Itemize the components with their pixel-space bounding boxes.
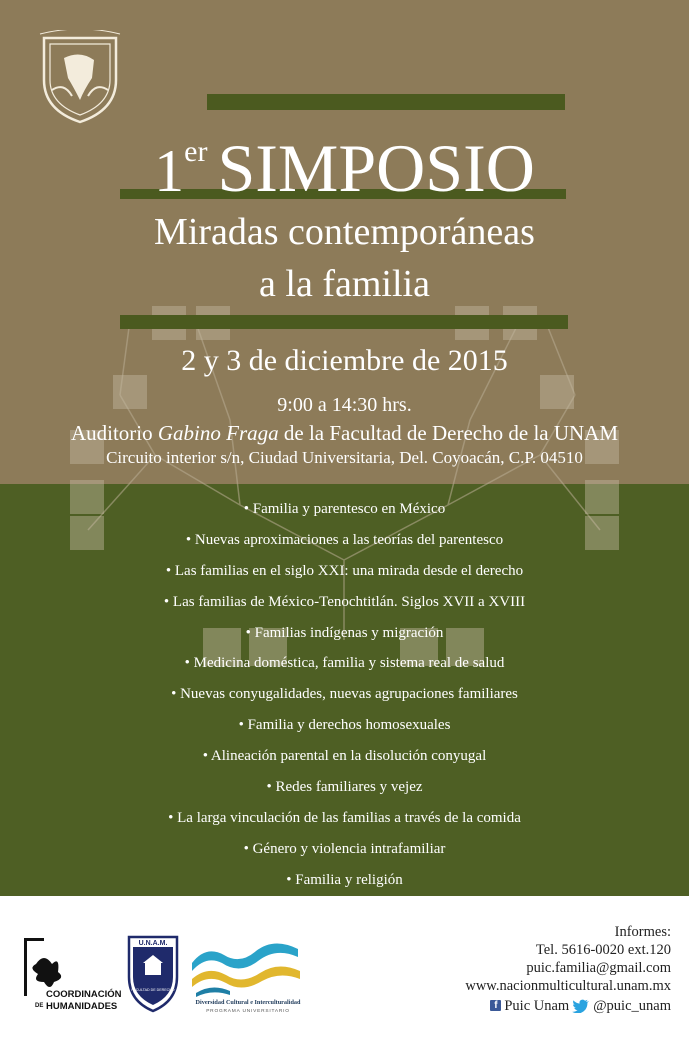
unam-top-text: U.N.A.M. (138, 940, 168, 947)
dci-line2: PROGRAMA UNIVERSITARIO (206, 1009, 290, 1014)
list-item: • Alineación parental en la disolución conyugal (202, 748, 487, 765)
list-item: • Familias indígenas y migración (245, 624, 444, 641)
coordinacion-line2: HUMANIDADES (46, 1001, 118, 1012)
venue-prefix: Auditorio (70, 421, 158, 445)
event-venue (0, 420, 689, 446)
coordinacion-line1: COORDINACIÓN (46, 989, 122, 1000)
list-item: • Nuevas conyugalidades, nuevas agrupaciones familiares (171, 686, 518, 703)
coordinacion-humanidades-logo (22, 934, 122, 1014)
list-item: • Familia y religión (286, 871, 403, 888)
list-item: • Familia y derechos homosexuales (238, 717, 451, 734)
event-time: 9:00 a 14:30 hrs. (277, 394, 412, 416)
list-item: • Las familias en el siglo XXI: una mirada desde el derecho (165, 562, 524, 579)
list-item: • Las familias de México-Tenochtitlán. Siglos XVII a XVIII (163, 593, 526, 610)
title-number: 1 (154, 138, 185, 204)
facebook-icon: f (490, 1000, 501, 1011)
list-item: • Género y violencia intrafamiliar (243, 840, 446, 857)
dci-line1: Diversidad Cultural e Interculturalidad (195, 999, 301, 1006)
topics-list (0, 494, 689, 896)
twitter-icon (572, 999, 590, 1013)
info-website[interactable]: www.nacionmulticultural.unam.mx (465, 978, 671, 994)
title-bar-bottom (120, 315, 568, 329)
info-phone: Tel. 5616-0020 ext.120 (535, 942, 671, 958)
list-item: • Familia y parentesco en México (243, 501, 446, 517)
coordinacion-de: DE (35, 1003, 44, 1009)
diversidad-cultural-logo (186, 935, 310, 1015)
list-item: • Redes familiares y vejez (266, 779, 423, 796)
list-item: • La larga vinculación de las familias a través de la comida (168, 809, 521, 826)
info-email[interactable]: puic.familia@gmail.com (526, 960, 671, 976)
symposium-title (0, 112, 689, 211)
event-date: 2 y 3 de diciembre de 2015 (181, 344, 508, 377)
subtitle-line-2: a la familia (259, 263, 430, 305)
title-word: SIMPOSIO (217, 130, 535, 206)
unam-bottom-text: FACULTAD DE DERECHO (131, 988, 175, 992)
contact-info (465, 923, 671, 1015)
facultad-derecho-logo (125, 933, 181, 1013)
facebook-handle[interactable]: Puic Unam (504, 997, 570, 1014)
subtitle-line-1: Miradas contemporáneas (154, 211, 535, 253)
list-item: • Nuevas aproximaciones a las teorías del parentesco (185, 531, 504, 548)
unam-emblem-icon (34, 30, 126, 125)
title-bar-top (207, 94, 565, 110)
title-superscript: er (184, 135, 208, 168)
social-links (490, 997, 671, 1015)
venue-name: Gabino Fraga (157, 421, 279, 445)
event-address: Circuito interior s/n, Ciudad Universitaria, Del. Coyoacán, C.P. 04510 (106, 448, 583, 467)
twitter-handle[interactable]: @puic_unam (593, 997, 671, 1014)
list-item: • Medicina doméstica, familia y sistema real de salud (184, 655, 505, 672)
venue-suffix: de la Facultad de Derecho de la UNAM (278, 421, 619, 445)
info-heading: Informes: (614, 924, 671, 940)
